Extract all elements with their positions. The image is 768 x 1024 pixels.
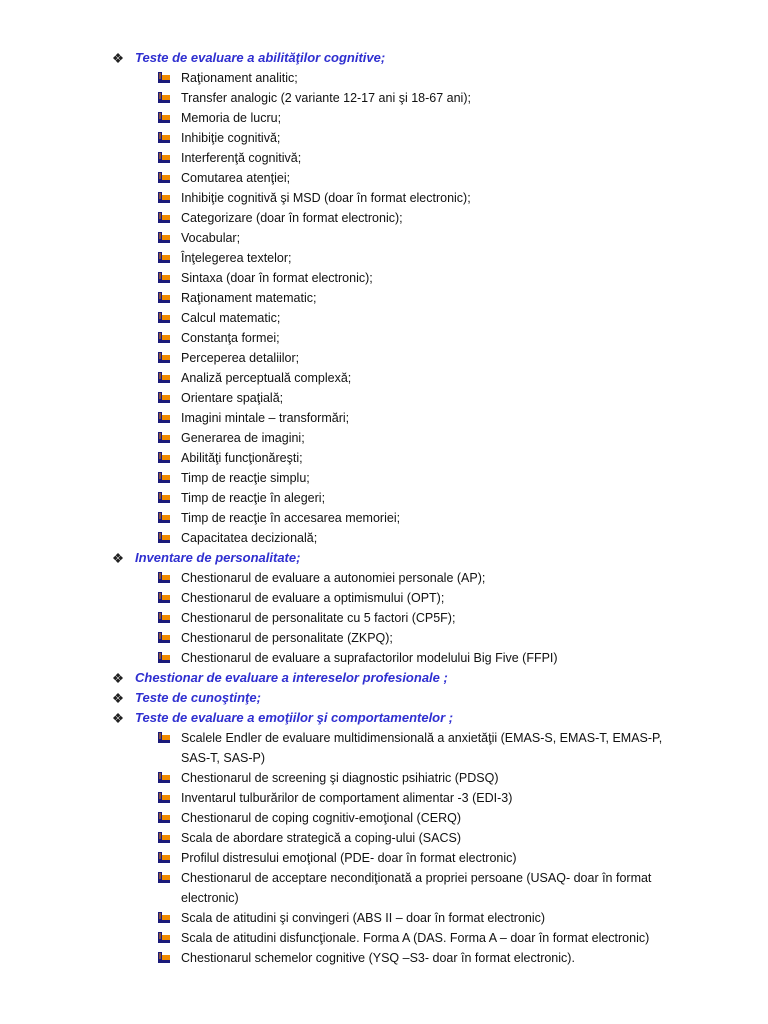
list-item-text: Scalele Endler de evaluare multidimensională a anxietăţii (EMAS-S, EMAS-T, EMAS-P, SAS-T, SAS-P) xyxy=(181,731,663,765)
list-item-text: Sintaxa (doar în format electronic); xyxy=(181,271,373,285)
list-item xyxy=(0,228,768,248)
list-item-text: Scala de atitudini şi convingeri (ABS II – doar în format electronic) xyxy=(181,911,546,925)
arrow-bullet-icon xyxy=(157,631,171,644)
arrow-bullet-icon xyxy=(157,331,171,344)
document-section xyxy=(0,708,768,968)
arrow-bullet-icon xyxy=(157,951,171,964)
list-item-text: Analiză perceptuală complexă; xyxy=(181,371,352,385)
list-item xyxy=(0,868,768,908)
document-section xyxy=(0,48,768,548)
list-item xyxy=(0,588,768,608)
list-item-text: Timp de reacţie simplu; xyxy=(181,471,310,485)
diamond-bullet-icon xyxy=(113,553,123,563)
arrow-bullet-icon xyxy=(157,291,171,304)
arrow-bullet-icon xyxy=(157,451,171,464)
arrow-bullet-icon xyxy=(157,791,171,804)
list-item-text: Raţionament matematic; xyxy=(181,291,317,305)
arrow-bullet-icon xyxy=(157,71,171,84)
list-item xyxy=(0,208,768,228)
list-item-text: Raţionament analitic; xyxy=(181,71,298,85)
arrow-bullet-icon xyxy=(157,931,171,944)
list-item-text: Constanţa formei; xyxy=(181,331,280,345)
section-heading xyxy=(0,708,768,728)
arrow-bullet-icon xyxy=(157,411,171,424)
arrow-bullet-icon xyxy=(157,731,171,744)
list-item xyxy=(0,288,768,308)
arrow-bullet-icon xyxy=(157,831,171,844)
arrow-bullet-icon xyxy=(157,131,171,144)
list-item xyxy=(0,268,768,288)
list-item xyxy=(0,928,768,948)
list-item-text: Chestionarul de evaluare a suprafactorilor modelului Big Five (FFPI) xyxy=(181,651,558,665)
arrow-bullet-icon xyxy=(157,651,171,664)
list-item xyxy=(0,608,768,628)
list-item xyxy=(0,108,768,128)
list-item-text: Vocabular; xyxy=(181,231,241,245)
arrow-bullet-icon xyxy=(157,851,171,864)
list-item-text: Capacitatea decizională; xyxy=(181,531,318,545)
list-item xyxy=(0,848,768,868)
list-item xyxy=(0,168,768,188)
list-item-text: Inventarul tulburărilor de comportament alimentar -3 (EDI-3) xyxy=(181,791,513,805)
list-item xyxy=(0,488,768,508)
arrow-bullet-icon xyxy=(157,251,171,264)
section-heading-text: Teste de evaluare a emoţiilor şi comportamentelor ; xyxy=(135,710,454,725)
list-item xyxy=(0,808,768,828)
list-item-text: Inhibiţie cognitivă şi MSD (doar în format electronic); xyxy=(181,191,471,205)
list-item-text: Interferenţă cognitivă; xyxy=(181,151,302,165)
list-item xyxy=(0,468,768,488)
section-heading-text: Inventare de personalitate; xyxy=(135,550,301,565)
section-heading xyxy=(0,548,768,568)
list-item xyxy=(0,408,768,428)
arrow-bullet-icon xyxy=(157,311,171,324)
list-item xyxy=(0,328,768,348)
list-item xyxy=(0,788,768,808)
item-list xyxy=(0,68,768,548)
list-item-text: Transfer analogic (2 variante 12-17 ani şi 18-67 ani); xyxy=(181,91,471,105)
list-item-text: Scala de atitudini disfuncţionale. Forma A (DAS. Forma A – doar în format electronic) xyxy=(181,931,650,945)
list-item xyxy=(0,348,768,368)
arrow-bullet-icon xyxy=(157,231,171,244)
document-section xyxy=(0,688,768,708)
list-item-text: Calcul matematic; xyxy=(181,311,281,325)
list-item xyxy=(0,948,768,968)
section-heading-text: Teste de evaluare a abilităţilor cognitive; xyxy=(135,50,386,65)
section-heading xyxy=(0,688,768,708)
list-item-text: Inhibiţie cognitivă; xyxy=(181,131,281,145)
list-item-text: Categorizare (doar în format electronic); xyxy=(181,211,403,225)
list-item xyxy=(0,728,768,768)
arrow-bullet-icon xyxy=(157,611,171,624)
arrow-bullet-icon xyxy=(157,351,171,364)
list-item-text: Chestionarul de evaluare a optimismului (OPT); xyxy=(181,591,445,605)
item-list xyxy=(0,568,768,668)
arrow-bullet-icon xyxy=(157,91,171,104)
arrow-bullet-icon xyxy=(157,591,171,604)
list-item xyxy=(0,248,768,268)
list-item xyxy=(0,568,768,588)
list-item-text: Generarea de imagini; xyxy=(181,431,305,445)
arrow-bullet-icon xyxy=(157,431,171,444)
section-heading-text: Teste de cunoştinţe; xyxy=(135,690,261,705)
list-item xyxy=(0,128,768,148)
diamond-bullet-icon xyxy=(113,693,123,703)
section-heading xyxy=(0,48,768,68)
list-item xyxy=(0,188,768,208)
list-item-text: Chestionarul de personalitate cu 5 factori (CP5F); xyxy=(181,611,456,625)
list-item xyxy=(0,68,768,88)
document-section xyxy=(0,548,768,668)
arrow-bullet-icon xyxy=(157,171,171,184)
list-item-text: Chestionarul de personalitate (ZKPQ); xyxy=(181,631,393,645)
list-item xyxy=(0,368,768,388)
list-item-text: Orientare spaţială; xyxy=(181,391,284,405)
arrow-bullet-icon xyxy=(157,811,171,824)
arrow-bullet-icon xyxy=(157,871,171,884)
arrow-bullet-icon xyxy=(157,911,171,924)
list-item-text: Chestionarul de screening şi diagnostic psihiatric (PDSQ) xyxy=(181,771,499,785)
list-item-text: Abilităţi funcţionăreşti; xyxy=(181,451,303,465)
list-item xyxy=(0,628,768,648)
arrow-bullet-icon xyxy=(157,211,171,224)
list-item xyxy=(0,908,768,928)
list-item xyxy=(0,648,768,668)
list-item xyxy=(0,428,768,448)
list-item-text: Imagini mintale – transformări; xyxy=(181,411,350,425)
list-item xyxy=(0,88,768,108)
arrow-bullet-icon xyxy=(157,151,171,164)
list-item xyxy=(0,388,768,408)
arrow-bullet-icon xyxy=(157,391,171,404)
list-item xyxy=(0,148,768,168)
arrow-bullet-icon xyxy=(157,111,171,124)
diamond-bullet-icon xyxy=(113,713,123,723)
list-item-text: Timp de reacţie în alegeri; xyxy=(181,491,326,505)
diamond-bullet-icon xyxy=(113,53,123,63)
list-item xyxy=(0,308,768,328)
list-item-text: Scala de abordare strategică a coping-ului (SACS) xyxy=(181,831,462,845)
document-page xyxy=(0,48,768,968)
section-heading xyxy=(0,668,768,688)
list-item xyxy=(0,828,768,848)
list-item-text: Chestionarul de evaluare a autonomiei personale (AP); xyxy=(181,571,486,585)
diamond-bullet-icon xyxy=(113,673,123,683)
arrow-bullet-icon xyxy=(157,571,171,584)
arrow-bullet-icon xyxy=(157,271,171,284)
list-item-text: Memoria de lucru; xyxy=(181,111,282,125)
list-item xyxy=(0,528,768,548)
arrow-bullet-icon xyxy=(157,491,171,504)
list-item xyxy=(0,768,768,788)
list-item xyxy=(0,448,768,468)
list-item-text: Perceperea detaliilor; xyxy=(181,351,300,365)
list-item-text: Chestionarul schemelor cognitive (YSQ –S3- doar în format electronic). xyxy=(181,951,575,965)
list-item-text: Timp de reacţie în accesarea memoriei; xyxy=(181,511,401,525)
item-list xyxy=(0,728,768,968)
list-item xyxy=(0,508,768,528)
list-item-text: Înţelegerea textelor; xyxy=(181,251,292,265)
arrow-bullet-icon xyxy=(157,371,171,384)
document-section xyxy=(0,668,768,688)
list-item-text: Chestionarul de acceptare necondiţionată a propriei persoane (USAQ- doar în format electronic) xyxy=(181,871,652,905)
arrow-bullet-icon xyxy=(157,471,171,484)
arrow-bullet-icon xyxy=(157,511,171,524)
arrow-bullet-icon xyxy=(157,771,171,784)
list-item-text: Comutarea atenţiei; xyxy=(181,171,291,185)
list-item-text: Profilul distresului emoţional (PDE- doar în format electronic) xyxy=(181,851,517,865)
list-item-text: Chestionarul de coping cognitiv-emoţional (CERQ) xyxy=(181,811,461,825)
arrow-bullet-icon xyxy=(157,191,171,204)
arrow-bullet-icon xyxy=(157,531,171,544)
section-heading-text: Chestionar de evaluare a intereselor profesionale ; xyxy=(135,670,448,685)
